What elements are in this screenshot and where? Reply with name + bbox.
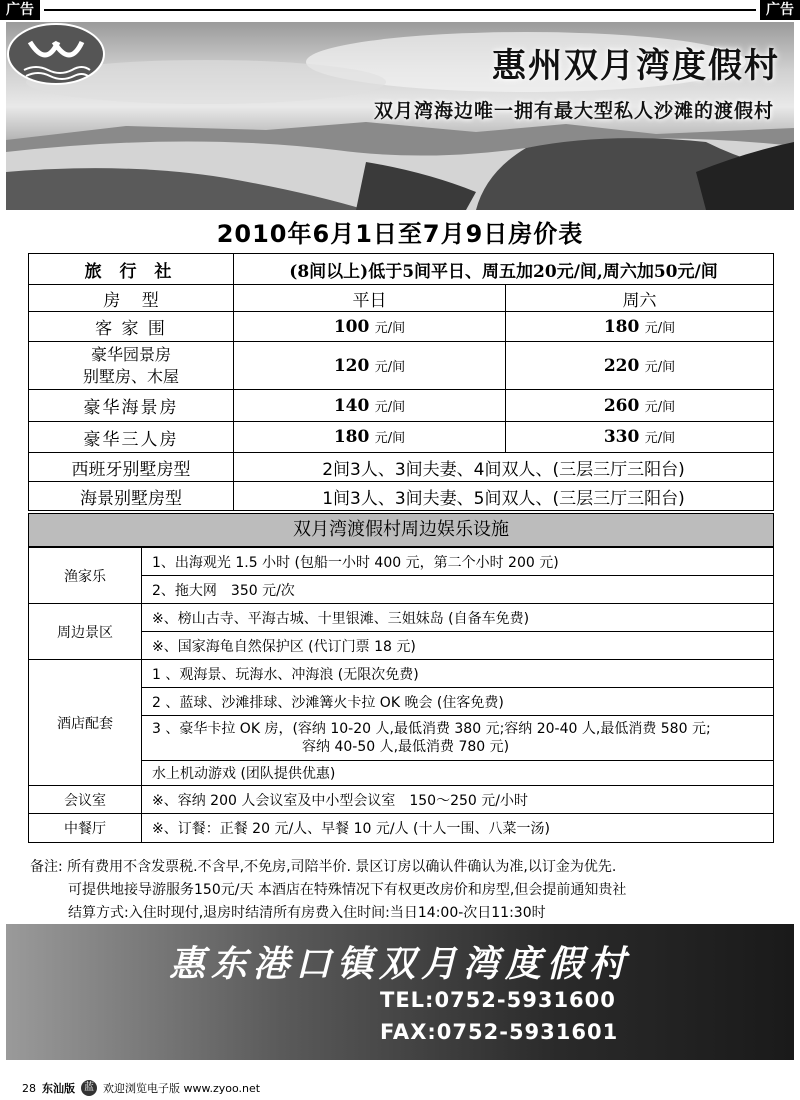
saturday-price: 330 元/间 xyxy=(506,422,774,453)
resort-title: 惠州双月湾度假村 xyxy=(492,46,780,86)
ad-tag-right: 广告 xyxy=(760,0,800,20)
room-row xyxy=(29,342,774,390)
facility-row xyxy=(29,604,774,632)
badge-icon: 蓝 xyxy=(81,1080,97,1096)
saturday-price: 220 元/间 xyxy=(506,342,774,390)
phone-number: TEL:0752-5931600 xyxy=(380,988,616,1012)
facility-item: ※、容纳 200 人会议室及中小型会议室 150～250 元/小时 xyxy=(142,786,774,814)
room-name: 客 家 围 xyxy=(29,312,234,342)
price-list-title: 2010年6月1日至7月9日房价表 xyxy=(216,220,584,248)
remark-line: 备注: 所有费用不含发票税.不含早,不免房,司陪半价. 景区订房以确认件确认为准,以订金为优先. xyxy=(30,859,617,875)
room-name xyxy=(29,342,234,390)
facility-row xyxy=(29,660,774,688)
header-saturday: 周六 xyxy=(506,285,774,312)
villa-description: 2间3人、3间夫妻、4间双人、(三层三厅三阳台) xyxy=(234,453,774,482)
header-weekday: 平日 xyxy=(234,285,506,312)
facility-item: 2、拖大网 350 元/次 xyxy=(142,576,774,604)
price-header-row xyxy=(29,285,774,312)
room-price-table xyxy=(28,253,774,511)
facility-category: 会议室 xyxy=(29,786,142,814)
page-number: 28 xyxy=(22,1081,36,1095)
facility-item-line: 容纳 40-50 人,最低消费 780 元) xyxy=(302,739,510,755)
facility-category: 酒店配套 xyxy=(29,660,142,786)
agency-label: 旅 行 社 xyxy=(29,254,234,285)
facility-item: 1 、观海景、玩海水、冲海浪 (无限次免费) xyxy=(142,660,774,688)
agency-row xyxy=(29,254,774,285)
weekday-price: 120 元/间 xyxy=(234,342,506,390)
remarks xyxy=(30,856,626,925)
facility-item: ※、榜山古寺、平海古城、十里银滩、三姐妹岛 (自备车免费) xyxy=(142,604,774,632)
website-link[interactable]: 欢迎浏览电子版 www.zyoo.net xyxy=(103,1082,261,1095)
villa-row xyxy=(29,482,774,511)
room-name: 豪华三人房 xyxy=(29,422,234,453)
facility-category: 渔家乐 xyxy=(29,548,142,604)
facility-row xyxy=(29,786,774,814)
room-name: 豪华海景房 xyxy=(29,390,234,422)
page-footer xyxy=(22,1080,260,1096)
edition-label: 东汕版 xyxy=(42,1082,75,1095)
resort-logo xyxy=(6,22,106,86)
villa-name: 海景别墅房型 xyxy=(29,482,234,511)
entertainment-table xyxy=(28,547,774,843)
ad-tag-left: 广告 xyxy=(0,0,40,20)
resort-subtitle: 双月湾海边唯一拥有最大型私人沙滩的渡假村 xyxy=(373,100,774,122)
agency-note: (8间以上)低于5间平日、周五加20元/间,周六加50元/间 xyxy=(234,254,774,285)
facility-category: 周边景区 xyxy=(29,604,142,660)
header-room-type: 房 型 xyxy=(29,285,234,312)
villa-description: 1间3人、3间夫妻、5间双人、(三层三厅三阳台) xyxy=(234,482,774,511)
room-row xyxy=(29,312,774,342)
saturday-price: 260 元/间 xyxy=(506,390,774,422)
facility-item: 水上机动游戏 (团队提供优惠) xyxy=(142,761,774,786)
weekday-price: 140 元/间 xyxy=(234,390,506,422)
room-row xyxy=(29,390,774,422)
room-name-line: 别墅房、木屋 xyxy=(82,366,179,386)
remark-line: 结算方式:入住时现付,退房时结清所有房费入住时间:当日14:00-次日11:30时 xyxy=(68,905,546,921)
top-rule xyxy=(44,9,756,11)
remark-line: 可提供地接导游服务150元/天 本酒店在特殊情况下有权更改房价和房型,但会提前通知贵社 xyxy=(68,882,627,898)
banner-photo xyxy=(6,22,794,210)
villa-name: 西班牙别墅房型 xyxy=(29,453,234,482)
facility-item: 1、出海观光 1.5 小时 (包船一小时 400 元，第二个小时 200 元) xyxy=(142,548,774,576)
facility-row xyxy=(29,548,774,576)
weekday-price: 100 元/间 xyxy=(234,312,506,342)
weekday-price: 180 元/间 xyxy=(234,422,506,453)
facility-item xyxy=(142,716,774,761)
facility-item: ※、国家海龟自然保护区 (代订门票 18 元) xyxy=(142,632,774,660)
facility-item: ※、订餐：正餐 20 元/人、早餐 10 元/人 (十人一围、八菜一汤) xyxy=(142,814,774,843)
facility-item-line: 3 、豪华卡拉 OK 房，(容纳 10-20 人,最低消费 380 元;容纳 20-40 人,最低消费 580 元; xyxy=(152,721,711,737)
fax-number: FAX:0752-5931601 xyxy=(380,1020,619,1044)
room-row xyxy=(29,422,774,453)
facility-item: 2 、蓝球、沙滩排球、沙滩篝火卡拉 OK 晚会 (住客免费) xyxy=(142,688,774,716)
resort-full-name: 惠东港口镇双月湾度假村 xyxy=(168,943,631,985)
facility-category: 中餐厅 xyxy=(29,814,142,843)
entertainment-header: 双月湾渡假村周边娱乐设施 xyxy=(28,513,774,547)
saturday-price: 180 元/间 xyxy=(506,312,774,342)
facility-row xyxy=(29,814,774,843)
villa-row xyxy=(29,453,774,482)
room-name-line: 豪华园景房 xyxy=(90,344,171,364)
contact-block xyxy=(6,924,794,1060)
